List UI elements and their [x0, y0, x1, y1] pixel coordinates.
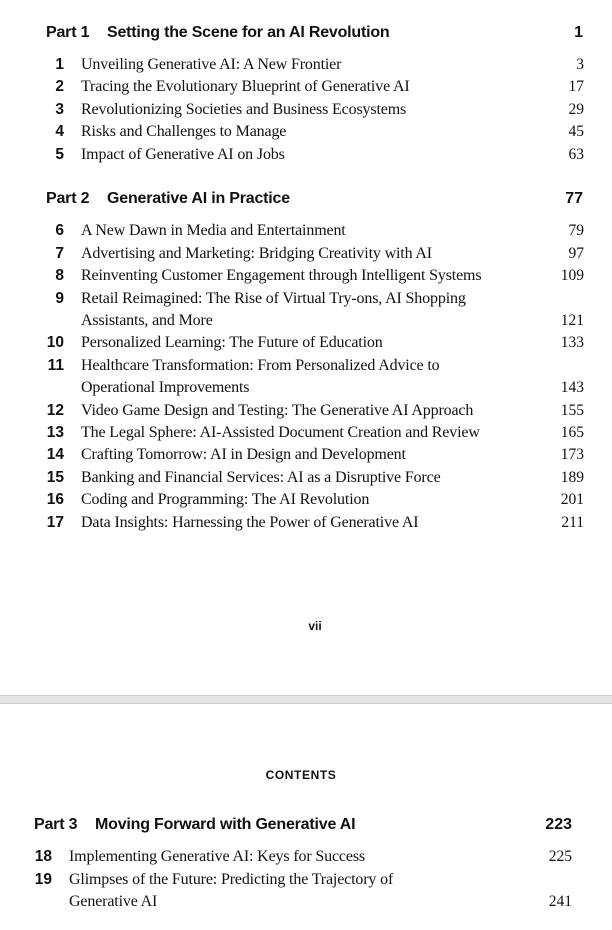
chapter-title: A New Dawn in Media and Entertainment [81, 222, 346, 239]
part-label: Part 2 [46, 190, 90, 207]
chapter-number: 3 [55, 101, 64, 118]
folio-page-number: vii [308, 619, 322, 633]
chapter-number: 4 [55, 123, 64, 140]
chapter-title: Glimpses of the Future: Predicting the Trajectory of [69, 871, 394, 888]
chapter-number: 7 [55, 245, 64, 262]
page-separator [0, 695, 612, 704]
chapter-number: 16 [46, 491, 64, 508]
chapter-title-continued: Assistants, and More [81, 312, 213, 329]
chapter-page-number: 63 [568, 146, 584, 163]
chapter-number: 14 [46, 446, 64, 463]
chapter-page-number: 97 [568, 245, 584, 262]
chapter-number: 18 [34, 848, 52, 865]
chapter-page-number: 17 [568, 78, 584, 95]
chapter-page-number: 3 [576, 56, 584, 73]
chapter-title: Data Insights: Harnessing the Power of Generative AI [81, 514, 419, 531]
part-title: Moving Forward with Generative AI [95, 816, 356, 833]
chapter-title: Personalized Learning: The Future of Education [81, 334, 383, 351]
chapter-number: 10 [46, 334, 64, 351]
part-title: Setting the Scene for an AI Revolution [107, 24, 390, 41]
chapter-page-number: 121 [560, 312, 584, 329]
part-label: Part 1 [46, 24, 90, 41]
chapter-page-number: 109 [560, 267, 584, 284]
chapter-title: Retail Reimagined: The Rise of Virtual Try-ons, AI Shopping [81, 290, 466, 307]
chapter-page-number: 143 [560, 379, 584, 396]
chapter-number: 11 [47, 357, 64, 374]
chapter-title: Revolutionizing Societies and Business Ecosystems [81, 101, 407, 118]
chapter-number: 19 [34, 871, 52, 888]
chapter-page-number: 133 [560, 334, 584, 351]
chapter-number: 9 [55, 290, 64, 307]
chapter-page-number: 155 [560, 402, 584, 419]
chapter-title: The Legal Sphere: AI-Assisted Document Creation and Review [81, 424, 480, 441]
chapter-page-number: 173 [560, 446, 584, 463]
chapter-title-continued: Generative AI [69, 893, 158, 910]
chapter-number: 17 [46, 514, 64, 531]
chapter-number: 12 [46, 402, 64, 419]
toc-page-continued [0, 704, 612, 930]
part-page-number: 77 [565, 190, 583, 207]
chapter-page-number: 241 [548, 893, 572, 910]
chapter-title-continued: Operational Improvements [81, 379, 250, 396]
chapter-title: Tracing the Evolutionary Blueprint of Generative AI [81, 78, 410, 95]
part-page-number: 1 [574, 24, 583, 41]
running-head: CONTENTS [265, 768, 337, 782]
chapter-title: Banking and Financial Services: AI as a Disruptive Force [81, 469, 441, 486]
chapter-title: Video Game Design and Testing: The Generative AI Approach [81, 402, 474, 419]
chapter-page-number: 165 [560, 424, 584, 441]
chapter-title: Coding and Programming: The AI Revolution [81, 491, 370, 508]
chapter-page-number: 201 [560, 491, 584, 508]
chapter-title: Unveiling Generative AI: A New Frontier [81, 56, 342, 73]
chapter-title: Implementing Generative AI: Keys for Success [69, 848, 365, 865]
chapter-number: 5 [55, 146, 64, 163]
part-label: Part 3 [34, 816, 78, 833]
chapter-page-number: 79 [568, 222, 584, 239]
chapter-title: Impact of Generative AI on Jobs [81, 146, 285, 163]
part-title: Generative AI in Practice [107, 190, 290, 207]
chapter-title: Reinventing Customer Engagement through Intelligent Systems [81, 267, 482, 284]
chapter-title: Crafting Tomorrow: AI in Design and Development [81, 446, 406, 463]
chapter-page-number: 45 [568, 123, 584, 140]
chapter-number: 8 [55, 267, 64, 284]
chapter-page-number: 29 [568, 101, 584, 118]
chapter-title: Advertising and Marketing: Bridging Creativity with AI [81, 245, 432, 262]
chapter-number: 2 [55, 78, 64, 95]
chapter-number: 13 [46, 424, 64, 441]
chapter-page-number: 225 [548, 848, 572, 865]
part-page-number: 223 [545, 816, 572, 833]
chapter-page-number: 189 [560, 469, 584, 486]
chapter-title: Healthcare Transformation: From Personalized Advice to [81, 357, 440, 374]
chapter-page-number: 211 [561, 514, 584, 531]
chapter-title: Risks and Challenges to Manage [81, 123, 287, 140]
chapter-number: 1 [55, 56, 64, 73]
chapter-number: 6 [55, 222, 64, 239]
chapter-number: 15 [46, 469, 64, 486]
